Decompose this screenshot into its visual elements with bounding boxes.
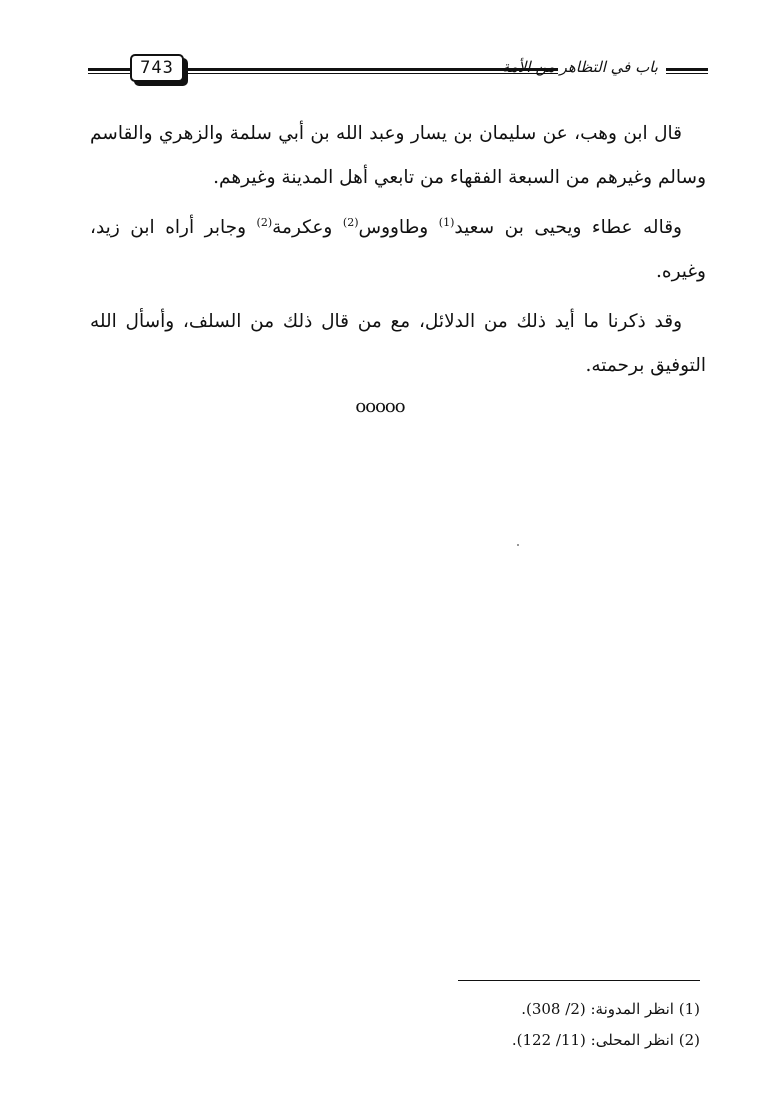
paragraph-2-part-1: وقاله عطاء ويحيى بن سعيد [454,217,682,238]
section-ornament: ooooo [355,396,405,417]
running-title: باب في التظاهر من الأمة [501,58,658,76]
page-number: 743 [130,54,184,82]
page-header [88,52,708,92]
paragraph-2-part-3: وعكرمة [272,217,343,238]
main-text [90,112,706,394]
paragraph-2-part-2: وطاووس [358,217,439,238]
footnote-2: (2) انظر المحلى: (11/ 122). [511,1031,700,1049]
header-rule-right [666,68,708,74]
footnote-ref-1[interactable]: (1) [438,215,455,229]
paragraph-2-part-4: وجابر أراه ابن زيد، وغيره. [90,217,706,282]
footnote-1: (1) انظر المدونة: (2/ 308). [521,1000,700,1018]
paragraph-1: قال ابن وهب، عن سليمان بن يسار وعبد الله بن أبي سلمة والزهري والقاسم وسالم وغيرهم من السبعة الفقهاء من تابعي أهل المدينة وغيرهم. [90,123,706,188]
paragraph-3: وقد ذكرنا ما أيد ذلك من الدلائل، مع من قال ذلك من السلف، وأسأل الله التوفيق برحمته. [90,311,706,376]
scan-speck [517,544,519,546]
header-rule-left [88,68,130,74]
footnote-divider [458,980,700,981]
paragraph-2 [90,206,706,294]
footnotes [300,994,700,1056]
footnote-ref-2b[interactable]: (2) [256,215,273,229]
footnote-ref-2[interactable]: (2) [342,215,359,229]
